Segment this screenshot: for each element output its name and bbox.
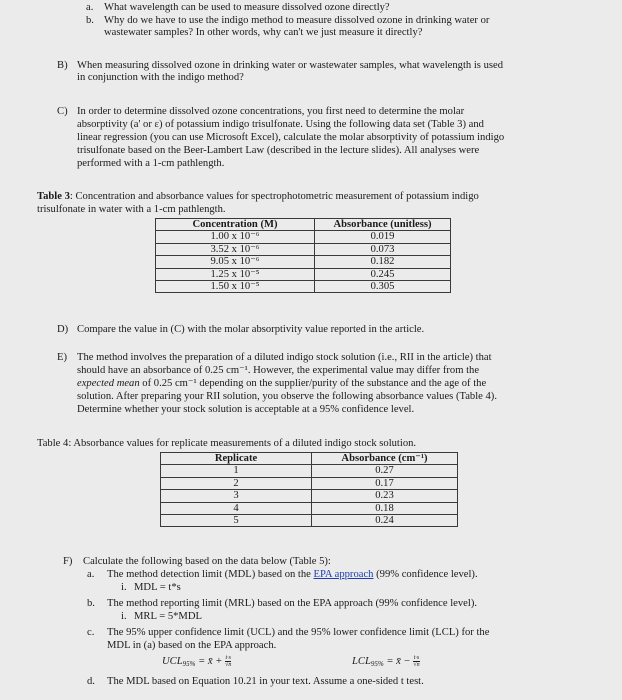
- subitem-text: (99% confidence level).: [373, 569, 478, 580]
- table-row: [161, 502, 458, 514]
- table-cell: 1.00 x 10⁻⁶: [156, 231, 315, 243]
- question-text-line-3: [77, 378, 486, 390]
- table-row: [156, 231, 451, 243]
- fraction-denominator: √n: [413, 662, 420, 668]
- fraction-numerator: t·s: [413, 655, 420, 661]
- question-text-line: The method involves the preparation of a diluted indigo stock solution (i.e., RII in the article) that: [77, 352, 492, 363]
- subitem-label: c.: [87, 627, 95, 638]
- lcl-lhs: LCL: [352, 655, 371, 667]
- item-label: b.: [86, 15, 94, 26]
- table-cell: 0.18: [312, 502, 458, 514]
- table4-header-row: [161, 453, 458, 465]
- subitem-d-text: The MDL based on Equation 10.21 in your text. Assume a one-sided t test.: [107, 676, 424, 687]
- table3-caption-bold: Table 3: [37, 191, 70, 202]
- table-cell: 0.073: [315, 243, 451, 255]
- table3-header-concentration: Concentration (M): [156, 219, 315, 231]
- lcl-fraction: [413, 655, 419, 668]
- lcl-subscript: 95%: [370, 659, 384, 668]
- table-row: [156, 256, 451, 268]
- table-row: [156, 268, 451, 280]
- table-cell: 0.23: [312, 490, 458, 502]
- table4-header-replicate: Replicate: [161, 453, 312, 465]
- ucl-rhs: = x̄ +: [195, 655, 223, 667]
- ucl-subscript: 95%: [182, 659, 196, 668]
- question-label: D): [57, 324, 69, 335]
- question-text-line: absorptivity (a' or ε) of potassium indigo trisulfonate. Using the following data set (Table 3) and: [77, 119, 484, 130]
- table-cell: 5: [161, 515, 312, 527]
- subitem-label: b.: [87, 598, 95, 609]
- table-cell: 0.24: [312, 515, 458, 527]
- table-cell: 1.25 x 10⁻⁵: [156, 268, 315, 280]
- mrl-formula: MRL = 5*MDL: [134, 611, 202, 622]
- item-text-line: wastewater samples? In other words, why can't we just measure it directly?: [104, 27, 423, 38]
- subitem-label: d.: [87, 676, 95, 687]
- subitem-c-line: The 95% upper confidence limit (UCL) and the 95% lower confidence limit (LCL) for the: [107, 627, 490, 638]
- question-text-line: Compare the value in (C) with the molar absorptivity value reported in the article.: [77, 324, 425, 335]
- question-text-line: in conjunction with the indigo method?: [77, 72, 244, 83]
- question-text-line: linear regression (you can use Microsoft Excel), calculate the molar absorptivity of potassium indigo: [77, 132, 505, 143]
- question-label: C): [57, 106, 68, 117]
- table-cell: 0.27: [312, 465, 458, 477]
- epa-approach-link[interactable]: EPA approach: [313, 569, 374, 580]
- table-cell: 1: [161, 465, 312, 477]
- lcl-rhs: = x̄ −: [383, 655, 411, 667]
- question-intro: Calculate the following based on the data below (Table 5):: [83, 556, 331, 567]
- table-cell: 1.50 x 10⁻⁵: [156, 281, 315, 293]
- table4-caption: Table 4: Absorbance values for replicate measurements of a diluted indigo stock solution.: [37, 438, 417, 449]
- table-row: [161, 465, 458, 477]
- table4-header-absorbance: Absorbance (cm⁻¹): [312, 453, 458, 465]
- subsubitem-label: i.: [121, 611, 127, 622]
- question-text-line: trisulfonate based on the Beer-Lambert Law (described in the lecture slides). All analyses were: [77, 145, 480, 156]
- table-cell: 4: [161, 502, 312, 514]
- table-cell: 0.305: [315, 281, 451, 293]
- table-cell: 0.245: [315, 268, 451, 280]
- table-row: [161, 490, 458, 502]
- question-text-line: When measuring dissolved ozone in drinking water or wastewater samples, what wavelength is used: [77, 60, 503, 71]
- table-cell: 2: [161, 477, 312, 489]
- subitem-label: a.: [87, 569, 95, 580]
- subitem-text: The method detection limit (MDL) based on the: [107, 569, 314, 580]
- table-cell: 0.182: [315, 256, 451, 268]
- table-row: [156, 281, 451, 293]
- subitem-b-text: The method reporting limit (MRL) based on the EPA approach (99% confidence level).: [107, 598, 477, 609]
- expected-mean-emphasis: expected mean: [77, 378, 140, 389]
- ucl-lhs: UCL: [162, 655, 183, 667]
- question-label: F): [63, 556, 73, 567]
- table3-header-absorbance: Absorbance (unitless): [315, 219, 451, 231]
- table3-caption-line2: trisulfonate in water with a 1-cm pathlength.: [37, 204, 226, 215]
- table4: [160, 452, 458, 527]
- question-text-line: solution. After preparing your RII solution, you observe the following absorbance values (Table 4).: [77, 391, 497, 402]
- question-text-line: performed with a 1-cm pathlength.: [77, 158, 225, 169]
- question-text-line: should have an absorbance of 0.25 cm⁻¹. However, the experimental value may differ from the: [77, 365, 480, 376]
- subitem-c-line: MDL in (a) based on the EPA approach.: [107, 640, 277, 651]
- ucl-fraction: [225, 655, 231, 668]
- item-text: What wavelength can be used to measure dissolved ozone directly?: [104, 2, 390, 13]
- item-label: a.: [86, 2, 94, 13]
- subitem-a-text: [107, 569, 478, 581]
- table-cell: 0.019: [315, 231, 451, 243]
- table-cell: 9.05 x 10⁻⁶: [156, 256, 315, 268]
- question-label: E): [57, 352, 67, 363]
- mdl-formula: MDL = t*s: [134, 582, 181, 593]
- table-row: [161, 515, 458, 527]
- fraction-numerator: t·s: [225, 655, 231, 661]
- table-row: [161, 477, 458, 489]
- table3-caption-rest: : Concentration and absorbance values for spectrophotometric measurement of potassium indigo: [69, 191, 479, 202]
- subsubitem-label: i.: [121, 582, 127, 593]
- table-cell: 3: [161, 490, 312, 502]
- table3: [155, 218, 451, 293]
- question-text-rest: of 0.25 cm⁻¹ depending on the supplier/purity of the substance and the age of the: [139, 378, 487, 389]
- ucl-formula: [162, 655, 231, 670]
- table-row: [156, 243, 451, 255]
- question-label: B): [57, 60, 68, 71]
- table-cell: 0.17: [312, 477, 458, 489]
- question-text-line: Determine whether your stock solution is acceptable at a 95% confidence level.: [77, 404, 415, 415]
- table3-caption-line1: [37, 191, 479, 203]
- question-text-line: In order to determine dissolved ozone concentrations, you first need to determine the molar: [77, 106, 465, 117]
- table-cell: 3.52 x 10⁻⁶: [156, 243, 315, 255]
- item-text-line: Why do we have to use the indigo method to measure dissolved ozone in drinking water or: [104, 15, 490, 26]
- fraction-denominator: √n: [225, 662, 232, 668]
- lcl-formula: [352, 655, 420, 670]
- table3-header-row: [156, 219, 451, 231]
